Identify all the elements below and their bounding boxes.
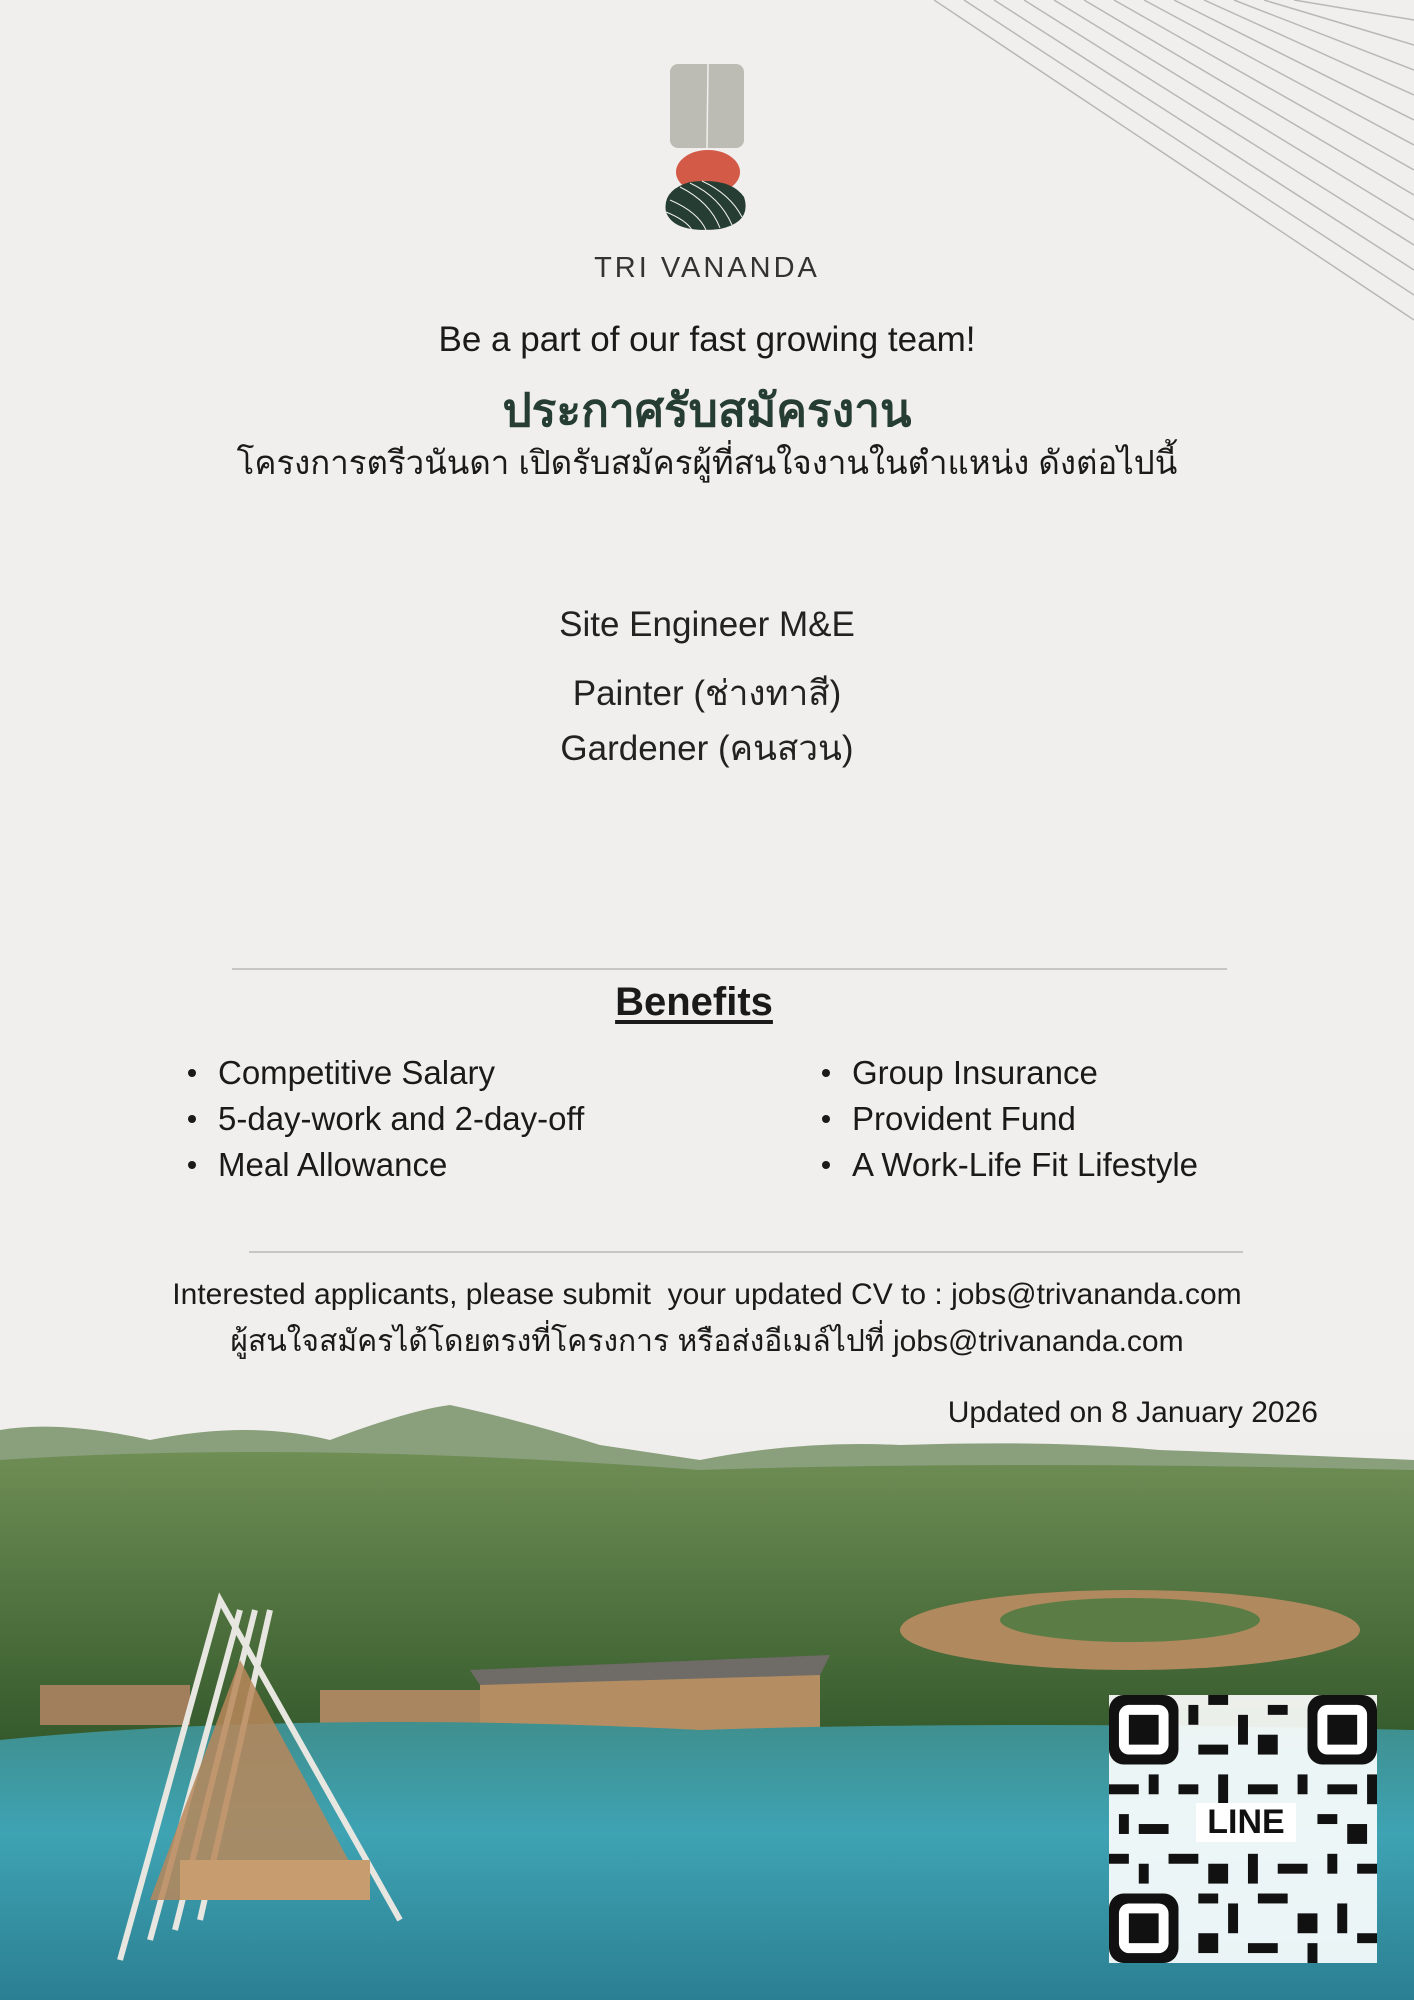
apply-instructions-en: Interested applicants, please submit your updated CV to : jobs@trivananda.com (172, 1278, 1242, 1311)
benefit-item: A Work-Life Fit Lifestyle (822, 1146, 1198, 1184)
tri-vananda-logo (660, 62, 760, 232)
benefits-title: Benefits (615, 980, 773, 1024)
position-item: Site Engineer M&E (559, 605, 855, 644)
benefit-item: Meal Allowance (188, 1146, 447, 1184)
benefit-item: 5-day-work and 2-day-off (188, 1100, 584, 1138)
position-item: Painter (ช่างทาสี) (572, 674, 842, 713)
benefit-item: Group Insurance (822, 1054, 1098, 1092)
divider (249, 1251, 1243, 1253)
line-qr-code[interactable] (1108, 1695, 1378, 1963)
divider (232, 968, 1227, 970)
brand-name: TRI VANANDA (594, 252, 820, 284)
benefit-item: Competitive Salary (188, 1054, 495, 1092)
thai-subtitle: โครงการตรีวนันดา เปิดรับสมัครผู้ที่สนใจงานในตำแหน่ง ดังต่อไปนี้ (236, 444, 1178, 481)
benefit-item: Provident Fund (822, 1100, 1076, 1138)
updated-date: Updated on 8 January 2026 (947, 1396, 1318, 1429)
tagline: Be a part of our fast growing team! (438, 320, 976, 359)
line-label: LINE (1196, 1803, 1296, 1842)
apply-instructions-th: ผู้สนใจสมัครได้โดยตรงที่โครงการ หรือส่งอีเมล์ไปที่ jobs@trivananda.com (230, 1325, 1184, 1358)
position-item: Gardener (คนสวน) (560, 729, 854, 768)
thai-title: ประกาศรับสมัครงาน (502, 384, 912, 436)
